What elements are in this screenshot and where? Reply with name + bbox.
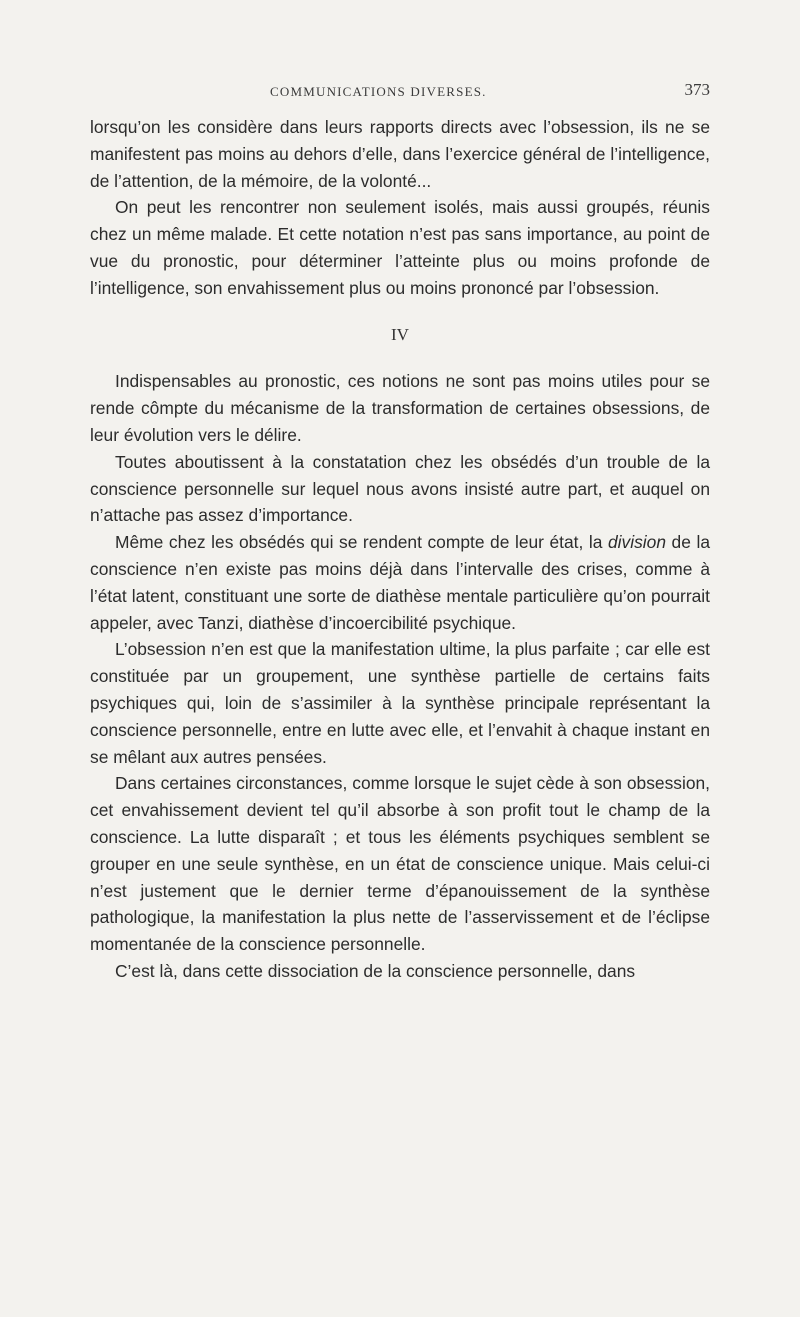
paragraph-continuing: C’est là, dans cette dissociation de la conscience personnelle, dans: [115, 960, 636, 981]
paragraph-text: de la conscience n’en existe pas moins déjà dans l’intervalle des crises, comme à l’état latent, constituant une sorte de diathèse mentale particulière qu’on pourrait appeler, avec Tanzi, diathèse d’incoercibilité psychique.: [90, 532, 710, 633]
running-title: COMMUNICATIONS DIVERSES.: [270, 84, 487, 99]
running-head: [90, 80, 710, 104]
emphasized-word: division: [608, 532, 666, 553]
page-number: 373: [684, 80, 710, 99]
paragraph: L’obsession n’en est que la manifestation ultime, la plus parfaite ; car elle est constituée par un groupement, une synthèse partielle de certains faits psychiques qui, loin de s’assimiler à la synthèse principale représentant la conscience personnelle, entre en lutte avec elle, et l’envahit à chaque instant en se mêlant aux autres pensées.: [90, 639, 710, 767]
paragraph: Indispensables au pronostic, ces notions ne sont pas moins utiles pour se rende cômpte du mécanisme de la transformation de certaines obsessions, de leur évolution vers le délire.: [90, 371, 710, 445]
book-page: [90, 80, 710, 985]
paragraph-continued: lorsqu’on les considère dans leurs rapports directs avec l’obsession, ils ne se manifestent pas moins au dehors d’elle, dans l’exercice général de l’intelligence, de l’attention, de la mémoire, de la volonté...: [90, 117, 710, 191]
paragraph-text: Même chez les obsédés qui se rendent compte de leur état, la: [115, 532, 608, 553]
paragraph: On peut les rencontrer non seulement isolés, mais aussi groupés, réunis chez un même malade. Et cette notation n’est pas sans importance, au point de vue du pronostic, pour déterminer l’atteinte plus ou moins profonde de l’intelligence, son envahissement plus ou moins prononcé par l’obsession.: [90, 197, 710, 298]
paragraph: [90, 529, 710, 636]
paragraph: Toutes aboutissent à la constatation chez les obsédés d’un trouble de la conscience personnelle sur lequel nous avons insisté autre part, et auquel on n’attache pas assez d’importance.: [90, 451, 710, 526]
body-text: [90, 114, 710, 985]
section-heading: IV: [391, 324, 409, 344]
paragraph: Dans certaines circonstances, comme lorsque le sujet cède à son obsession, cet envahissement devient tel qu’il absorbe à son profit tout le champ de la conscience. La lutte disparaît ; et tous les éléments psychiques semblent se grouper en une seule synthèse, en un état de conscience unique. Mais celui-ci n’est justement que le dernier terme d’épanouissement de la synthèse pathologique, la manifestation la plus nette de l’asservissement et de l’éclipse momentanée de la conscience personnelle.: [90, 773, 710, 955]
